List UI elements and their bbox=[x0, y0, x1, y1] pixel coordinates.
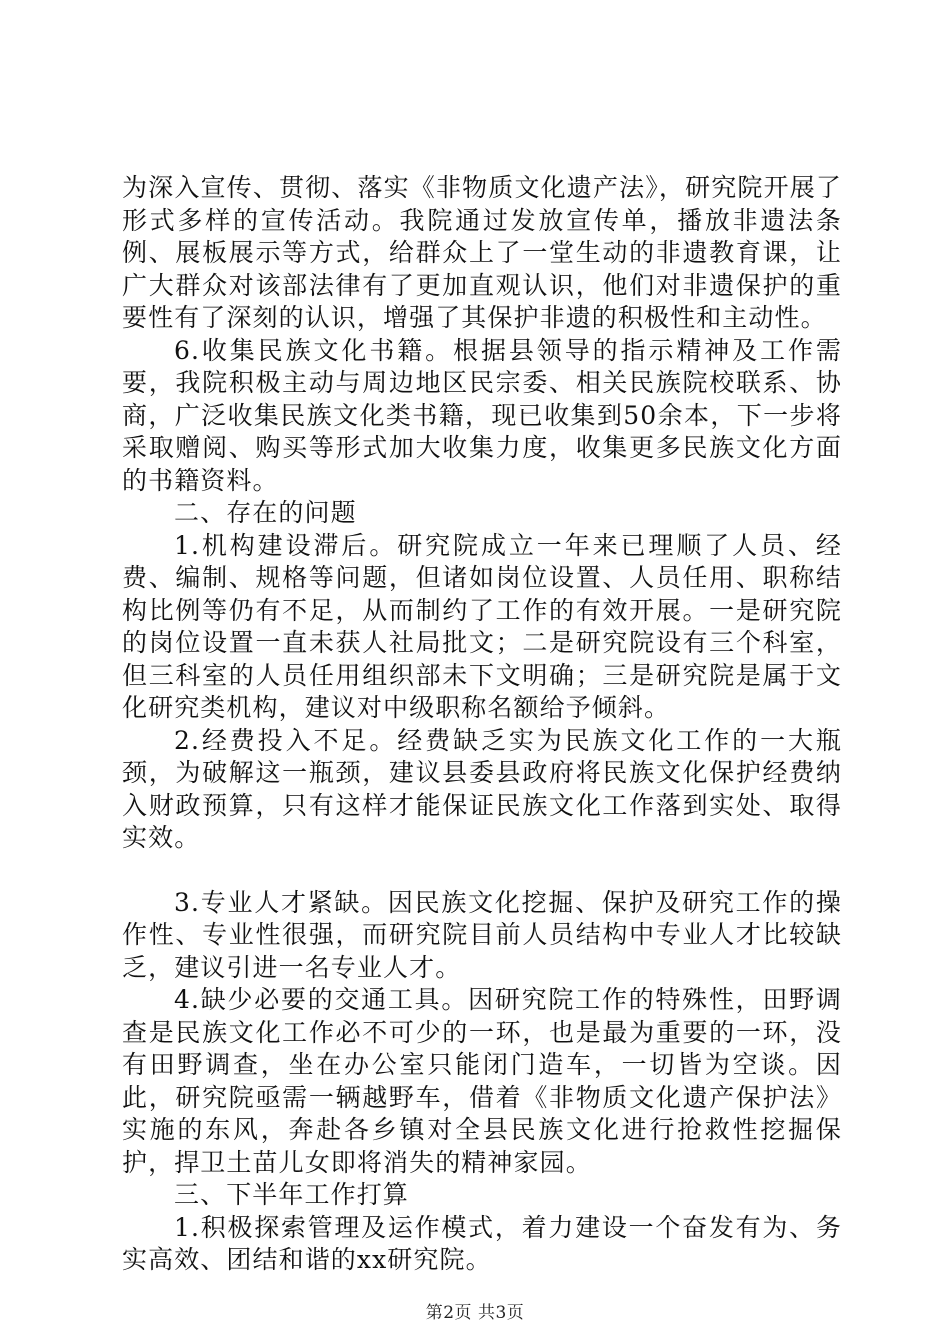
document-body bbox=[122, 172, 842, 1277]
paragraph-transport-lack: 4.缺少必要的交通工具。因研究院工作的特殊性，田野调查是民族文化工作必不可少的一环，也是最为重要的一环，没有田野调查，坐在办公室只能闭门造车，一切皆为空谈。因此，研究院亟需一辆越野车，借着《非物质文化遗产保护法》实施的东风，奔赴各乡镇对全县民族文化进行抢救性挖掘保护，捍卫土苗儿女即将消失的精神家园。 bbox=[122, 985, 842, 1177]
paragraph-publicity: 为深入宣传、贯彻、落实《非物质文化遗产法》，研究院开展了形式多样的宣传活动。我院通过发放宣传单，播放非遗法条例、展板展示等方式，给群众上了一堂生动的非遗教育课，让广大群众对该部法律有了更加直观认识，他们对非遗保护的重要性有了深刻的认识，增强了其保护非遗的积极性和主动性。 bbox=[122, 173, 842, 332]
section-heading-problems: 二、存在的问题 bbox=[174, 498, 357, 527]
paragraph-management-model: 1.积极探索管理及运作模式，着力建设一个奋发有为、务实高效、团结和谐的xx研究院。 bbox=[122, 1212, 842, 1274]
paragraph-talent-shortage: 3.专业人才紧缺。因民族文化挖掘、保护及研究工作的操作性、专业性很强，而研究院目前人员结构中专业人才比较缺乏，建议引进一名专业人才。 bbox=[122, 887, 842, 982]
paragraph-funding-shortage: 2.经费投入不足。经费缺乏实为民族文化工作的一大瓶颈，为破解这一瓶颈，建议县委县政府将民族文化保护经费纳入财政预算，只有这样才能保证民族文化工作落到实处、取得实效。 bbox=[122, 725, 842, 852]
paragraph-collect-books: 6.收集民族文化书籍。根据县领导的指示精神及工作需要，我院积极主动与周边地区民宗委、相关民族院校联系、协商，广泛收集民族文化类书籍，现已收集到50余本，下一步将采取赠阅、购买等形式加大收集力度，收集更多民族文化方面的书籍资料。 bbox=[122, 335, 842, 495]
paragraph-institution-lag: 1.机构建设滞后。研究院成立一年来已理顺了人员、经费、编制、规格等问题，但诸如岗位设置、人员任用、职称结构比例等仍有不足，从而制约了工作的有效开展。一是研究院的岗位设置一直未获人社局批文；二是研究院设有三个科室，但三科室的人员任用组织部未下文明确；三是研究院是属于文化研究类机构，建议对中级职称名额给予倾斜。 bbox=[122, 530, 842, 722]
section-heading-plans: 三、下半年工作打算 bbox=[174, 1180, 409, 1209]
blank-line bbox=[122, 855, 842, 887]
page-number-footer: 第2页 共3页 bbox=[425, 1303, 525, 1323]
